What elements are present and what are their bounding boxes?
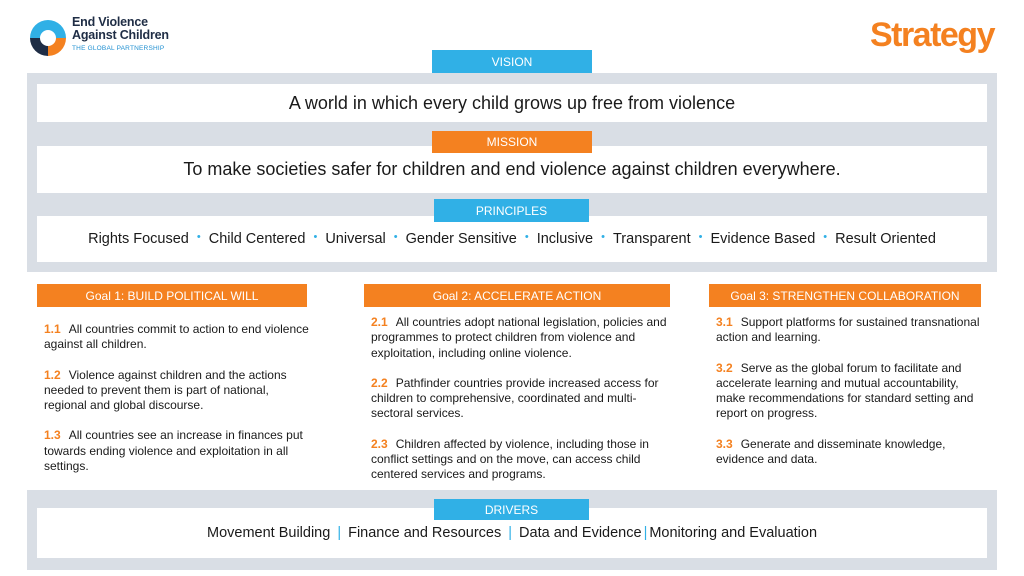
principle-separator: • (313, 231, 318, 243)
principles-tag: PRINCIPLES (434, 199, 589, 222)
logo-line-1: End Violence (72, 15, 148, 29)
principle-separator: • (698, 231, 703, 243)
driver-separator: | (643, 525, 648, 541)
goal-item-number: 1.1 (44, 322, 61, 336)
drivers-tag: DRIVERS (434, 499, 589, 520)
mission-panel (37, 146, 987, 193)
principle-item: Gender Sensitive (405, 231, 517, 247)
goal-item-number: 2.1 (371, 315, 388, 329)
logo-text (72, 16, 182, 54)
goal-item (44, 428, 314, 474)
goal-item-text: Generate and disseminate knowledge, evidence and data. (716, 436, 946, 467)
principle-separator: • (196, 231, 201, 243)
goal-item (371, 315, 671, 361)
mission-text: To make societies safer for children and end violence against children everywhere. (183, 159, 841, 179)
principle-item: Result Oriented (835, 231, 936, 247)
principle-separator: • (393, 231, 398, 243)
goal-3-tag: Goal 3: STRENGTHEN COLLABORATION (709, 284, 981, 307)
principle-item: Universal (325, 231, 386, 247)
vision-panel (37, 84, 987, 122)
principle-item: Evidence Based (710, 231, 816, 247)
driver-item: Data and Evidence (519, 525, 642, 541)
principle-item: Inclusive (536, 231, 594, 247)
goal-item-number: 1.2 (44, 367, 61, 382)
goal-2-list (371, 315, 671, 498)
page-title: Strategy (869, 16, 994, 54)
driver-separator: | (337, 525, 342, 541)
goal-item-text: Support platforms for sustained transnational action and learning. (716, 315, 980, 345)
principle-item: Child Centered (208, 231, 306, 247)
principles-panel (37, 216, 987, 262)
logo-subtitle: THE GLOBAL PARTNERSHIP (72, 45, 165, 52)
mission-tag: MISSION (432, 131, 592, 153)
goal-item-text: All countries see an increase in finances put towards ending violence and exploitation in all settings. (44, 428, 303, 474)
goal-item-text: Serve as the global forum to facilitate and accelerate learning and mutual accountability, make recommendations for standard setting and report on progress. (716, 360, 974, 421)
goal-item-text: Violence against children and the actions needed to prevent them is part of national, regional and global discourse. (44, 367, 287, 413)
goal-item (716, 437, 981, 468)
goal-item-text: Children affected by violence, including those in conflict settings and on the move, can access child centered services and programs. (371, 436, 649, 482)
principle-separator: • (601, 231, 605, 243)
goal-item (44, 368, 314, 414)
driver-item: Finance and Resources (348, 525, 502, 541)
principle-separator: • (823, 231, 828, 243)
goal-item (716, 315, 981, 346)
goal-item (371, 376, 671, 422)
goal-item-number: 2.2 (371, 375, 388, 390)
goal-2-tag: Goal 2: ACCELERATE ACTION (364, 284, 670, 307)
goal-item-number: 2.3 (371, 436, 388, 451)
goal-item (44, 322, 314, 353)
goal-item-number: 3.1 (716, 315, 733, 329)
goal-item (716, 361, 981, 422)
goal-item-number: 3.2 (716, 360, 733, 375)
goal-item (371, 437, 671, 483)
driver-separator: | (508, 525, 513, 541)
driver-item: Movement Building (206, 525, 331, 541)
goal-item-text: Pathfinder countries provide increased access for children to comprehensive, coordinated and multi-sectoral services. (371, 375, 659, 421)
principle-item: Transparent (612, 231, 691, 247)
logo-mark-icon (26, 16, 70, 60)
goal-1-list (44, 322, 314, 489)
goal-1-tag: Goal 1: BUILD POLITICAL WILL (37, 284, 307, 307)
principle-separator: • (524, 231, 529, 243)
vision-text: A world in which every child grows up free from violence (288, 92, 736, 113)
vision-tag: VISION (432, 50, 592, 73)
goal-item-number: 3.3 (716, 436, 733, 451)
principle-item: Rights Focused (88, 231, 189, 247)
logo-line-2: Against Children (72, 28, 169, 42)
goal-item-number: 1.3 (44, 428, 61, 443)
driver-item: Monitoring and Evaluation (649, 525, 818, 541)
goal-item-text: All countries commit to action to end violence against all children. (44, 322, 309, 352)
goal-item-text: All countries adopt national legislation, policies and programmes to protect children from violence and exploitation, including online violence. (371, 315, 667, 360)
goal-3-list (716, 315, 981, 482)
